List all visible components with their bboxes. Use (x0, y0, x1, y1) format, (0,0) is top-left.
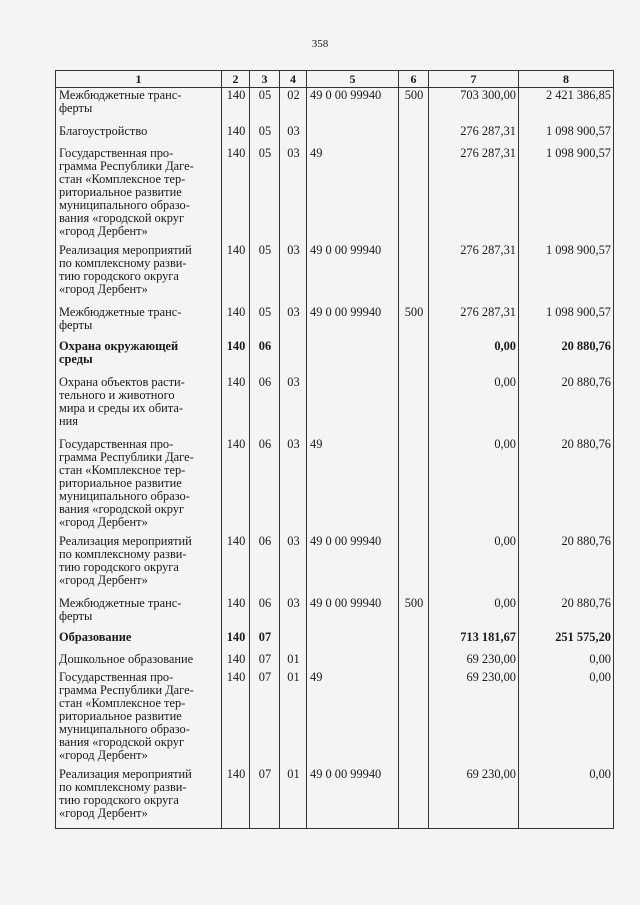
table-row (56, 305, 614, 339)
target-article-cell: 49 0 00 99940 (307, 88, 399, 124)
amount-col7-cell: 69 230,00 (429, 652, 519, 670)
amount-col7-cell: 0,00 (429, 534, 519, 596)
subsection-code-cell (280, 630, 307, 652)
expense-type-cell: 500 (399, 596, 429, 630)
section-code-cell: 05 (250, 243, 280, 305)
amount-col8-cell: 1 098 900,57 (519, 243, 614, 305)
table-row (56, 670, 614, 767)
target-article-cell (307, 124, 399, 146)
amount-col7-cell: 703 300,00 (429, 88, 519, 124)
row-name-cell: Образование (56, 630, 222, 652)
subsection-code-cell: 03 (280, 596, 307, 630)
amount-col8-cell: 1 098 900,57 (519, 146, 614, 243)
subsection-code-cell: 03 (280, 146, 307, 243)
subsection-code-cell: 01 (280, 767, 307, 829)
admin-code-cell: 140 (222, 652, 250, 670)
target-article-cell (307, 652, 399, 670)
subsection-code-cell (280, 339, 307, 375)
admin-code-cell: 140 (222, 596, 250, 630)
expense-type-cell (399, 124, 429, 146)
column-header: 1 (56, 71, 222, 88)
admin-code-cell: 140 (222, 88, 250, 124)
expense-type-cell (399, 767, 429, 829)
subsection-code-cell: 01 (280, 670, 307, 767)
amount-col7-cell: 0,00 (429, 375, 519, 437)
table-row (56, 767, 614, 829)
expense-type-cell (399, 375, 429, 437)
admin-code-cell: 140 (222, 375, 250, 437)
section-code-cell: 05 (250, 124, 280, 146)
admin-code-cell: 140 (222, 339, 250, 375)
expense-type-cell (399, 243, 429, 305)
amount-col8-cell: 20 880,76 (519, 339, 614, 375)
admin-code-cell: 140 (222, 767, 250, 829)
target-article-cell: 49 (307, 146, 399, 243)
amount-col7-cell: 276 287,31 (429, 124, 519, 146)
subsection-code-cell: 03 (280, 243, 307, 305)
amount-col7-cell: 0,00 (429, 339, 519, 375)
section-code-cell: 06 (250, 437, 280, 534)
table-row (56, 375, 614, 437)
expense-type-cell (399, 670, 429, 767)
target-article-cell: 49 0 00 99940 (307, 243, 399, 305)
column-header: 8 (519, 71, 614, 88)
admin-code-cell: 140 (222, 146, 250, 243)
amount-col8-cell: 20 880,76 (519, 534, 614, 596)
subsection-code-cell: 03 (280, 534, 307, 596)
table-row (56, 652, 614, 670)
table-row (56, 534, 614, 596)
amount-col7-cell: 69 230,00 (429, 767, 519, 829)
amount-col7-cell: 276 287,31 (429, 305, 519, 339)
row-name-cell: Государственная про- грамма Республики Даге- стан «Комплексное тер- риториальное развитие муниципального образо- вания «городской округ «город Дербент» (56, 146, 222, 243)
admin-code-cell: 140 (222, 534, 250, 596)
row-name-cell: Межбюджетные транс- ферты (56, 88, 222, 124)
target-article-cell (307, 630, 399, 652)
row-name-cell: Межбюджетные транс- ферты (56, 596, 222, 630)
row-name-cell: Дошкольное образование (56, 652, 222, 670)
amount-col8-cell: 2 421 386,85 (519, 88, 614, 124)
table-row (56, 596, 614, 630)
subsection-code-cell: 03 (280, 375, 307, 437)
table-row (56, 339, 614, 375)
table-row (56, 146, 614, 243)
table-row (56, 124, 614, 146)
admin-code-cell: 140 (222, 243, 250, 305)
row-name-cell: Благоустройство (56, 124, 222, 146)
target-article-cell: 49 (307, 437, 399, 534)
column-header: 7 (429, 71, 519, 88)
amount-col8-cell: 251 575,20 (519, 630, 614, 652)
amount-col8-cell: 0,00 (519, 652, 614, 670)
column-header: 2 (222, 71, 250, 88)
row-name-cell: Охрана окружающей среды (56, 339, 222, 375)
subsection-code-cell: 01 (280, 652, 307, 670)
amount-col8-cell: 20 880,76 (519, 375, 614, 437)
subsection-code-cell: 03 (280, 305, 307, 339)
row-name-cell: Реализация мероприятий по комплексному разви- тию городского округа «город Дербент» (56, 243, 222, 305)
amount-col8-cell: 20 880,76 (519, 596, 614, 630)
table-header-row (56, 71, 614, 88)
target-article-cell: 49 (307, 670, 399, 767)
expense-type-cell: 500 (399, 88, 429, 124)
subsection-code-cell: 03 (280, 124, 307, 146)
amount-col8-cell: 0,00 (519, 767, 614, 829)
amount-col7-cell: 713 181,67 (429, 630, 519, 652)
table-body (56, 88, 614, 829)
row-name-cell: Реализация мероприятий по комплексному разви- тию городского округа «город Дербент» (56, 534, 222, 596)
admin-code-cell: 140 (222, 670, 250, 767)
admin-code-cell: 140 (222, 630, 250, 652)
expense-type-cell (399, 630, 429, 652)
section-code-cell: 06 (250, 339, 280, 375)
amount-col7-cell: 276 287,31 (429, 243, 519, 305)
section-code-cell: 07 (250, 652, 280, 670)
amount-col8-cell: 20 880,76 (519, 437, 614, 534)
expense-type-cell: 500 (399, 305, 429, 339)
row-name-cell: Охрана объектов расти- тельного и животного мира и среды их обита- ния (56, 375, 222, 437)
section-code-cell: 05 (250, 88, 280, 124)
section-code-cell: 07 (250, 767, 280, 829)
target-article-cell (307, 375, 399, 437)
column-header: 5 (307, 71, 399, 88)
target-article-cell: 49 0 00 99940 (307, 767, 399, 829)
expense-type-cell (399, 652, 429, 670)
column-header: 4 (280, 71, 307, 88)
row-name-cell: Реализация мероприятий по комплексному разви- тию городского округа «город Дербент» (56, 767, 222, 829)
table-row (56, 630, 614, 652)
target-article-cell (307, 339, 399, 375)
section-code-cell: 06 (250, 596, 280, 630)
expense-type-cell (399, 146, 429, 243)
amount-col7-cell: 0,00 (429, 437, 519, 534)
expense-type-cell (399, 437, 429, 534)
expense-type-cell (399, 339, 429, 375)
page-number: 358 (311, 38, 329, 50)
amount-col8-cell: 1 098 900,57 (519, 124, 614, 146)
expense-type-cell (399, 534, 429, 596)
amount-col8-cell: 1 098 900,57 (519, 305, 614, 339)
admin-code-cell: 140 (222, 305, 250, 339)
section-code-cell: 06 (250, 375, 280, 437)
row-name-cell: Государственная про- грамма Республики Даге- стан «Комплексное тер- риториальное развитие муниципального образо- вания «городской округ «город Дербент» (56, 670, 222, 767)
row-name-cell: Межбюджетные транс- ферты (56, 305, 222, 339)
admin-code-cell: 140 (222, 437, 250, 534)
section-code-cell: 07 (250, 630, 280, 652)
section-code-cell: 06 (250, 534, 280, 596)
amount-col7-cell: 276 287,31 (429, 146, 519, 243)
subsection-code-cell: 03 (280, 437, 307, 534)
admin-code-cell: 140 (222, 124, 250, 146)
target-article-cell: 49 0 00 99940 (307, 596, 399, 630)
amount-col7-cell: 0,00 (429, 596, 519, 630)
amount-col7-cell: 69 230,00 (429, 670, 519, 767)
target-article-cell: 49 0 00 99940 (307, 305, 399, 339)
table-row (56, 88, 614, 124)
section-code-cell: 05 (250, 305, 280, 339)
row-name-cell: Государственная про- грамма Республики Даге- стан «Комплексное тер- риториальное развитие муниципального образо- вания «городской округ «город Дербент» (56, 437, 222, 534)
amount-col8-cell: 0,00 (519, 670, 614, 767)
section-code-cell: 07 (250, 670, 280, 767)
target-article-cell: 49 0 00 99940 (307, 534, 399, 596)
budget-table (55, 70, 614, 829)
table-row (56, 437, 614, 534)
column-header: 3 (250, 71, 280, 88)
subsection-code-cell: 02 (280, 88, 307, 124)
table-row (56, 243, 614, 305)
column-header: 6 (399, 71, 429, 88)
section-code-cell: 05 (250, 146, 280, 243)
